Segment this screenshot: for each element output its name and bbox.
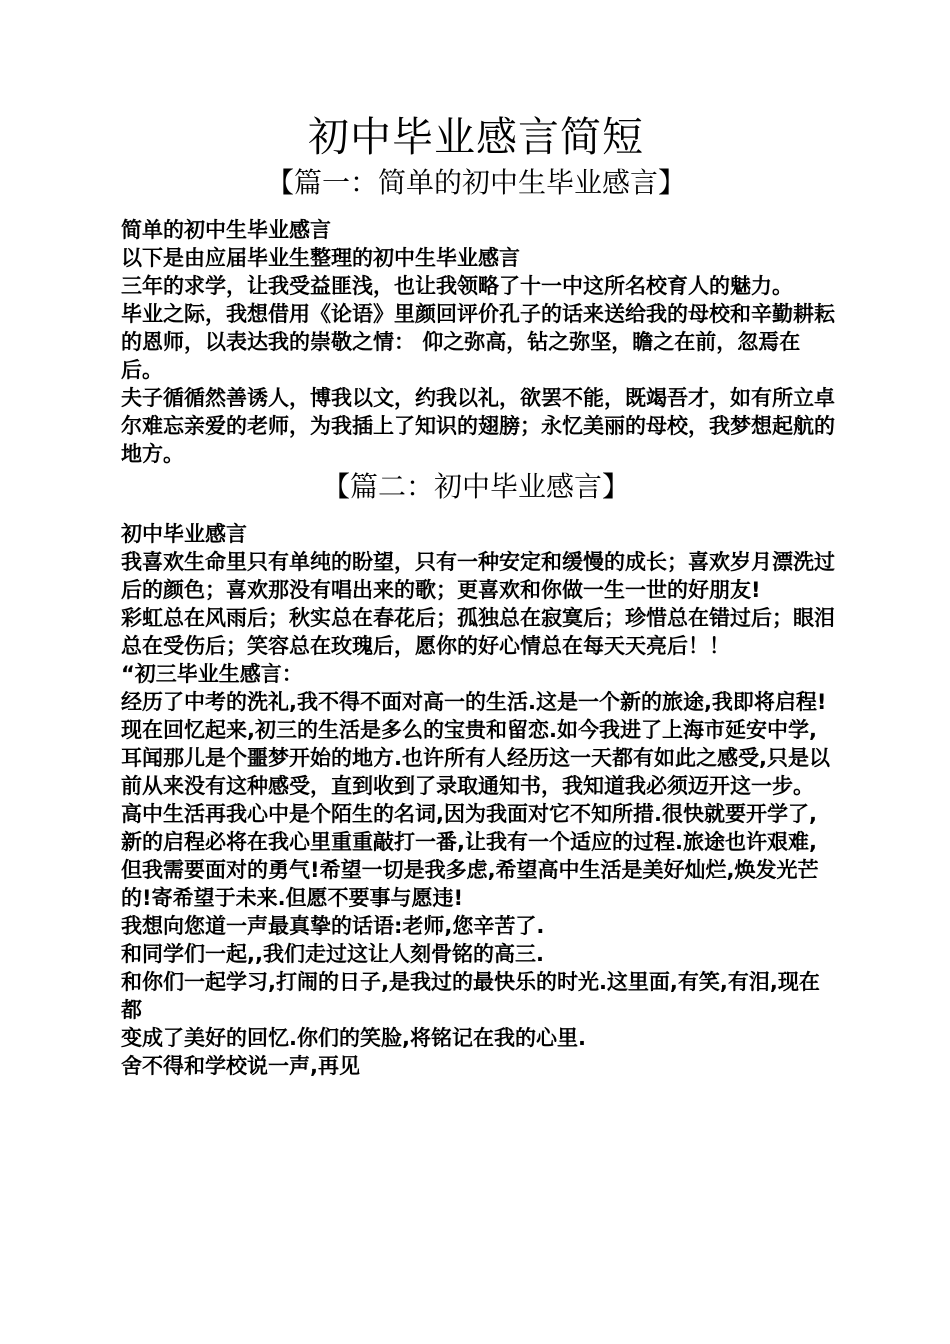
paragraph: 我想向您道一声最真挚的话语:老师,您辛苦了.	[121, 914, 545, 938]
paragraph: 和你们一起学习,打闹的日子,是我过的最快乐的时光.这里面,有笑,有泪,现在都	[121, 970, 820, 1022]
paragraph: 现在回忆起来,初三的生活是多么的宝贵和留恋.如今我进了上海市延安中学,耳闻那儿是个噩梦开始的地方.也许所有人经历这一天都有如此之感受,只是以前从来没有这种感受，直到收到了录取通知书，我知道我必须迈开这一步。 高中生活再我心中是个陌生的名词,因为我面对它不知所措.很快就要开学了,新的启程必将在我心里重重敲打一番,让我有一个适应的过程.旅途也许艰难,但我需要面对的勇气!希望一切是我多虑,希望高中生活是美好灿烂,焕发光芒的!寄希望于未来.但愿不要事与愿违!	[121, 718, 830, 910]
paragraph: 变成了美好的回忆.你们的笑脸,将铭记在我的心里.	[121, 1026, 586, 1050]
paragraph: 毕业之际，我想借用《论语》里颜回评价孔子的话来送给我的母校和辛勤耕耘的恩师，以表达我的崇敬之情： 仰之弥高，钻之弥坚，瞻之在前，忽焉在后。	[121, 302, 835, 382]
paragraph: 夫子循循然善诱人，博我以文，约我以礼，欲罢不能，既竭吾才，如有所立卓尔难忘亲爱的老师，为我插上了知识的翅膀；永忆美丽的母校，我梦想起航的地方。	[121, 386, 835, 466]
paragraph: 经历了中考的洗礼,我不得不面对高一的生活.这是一个新的旅途,我即将启程!	[121, 690, 827, 714]
document-title: 初中毕业感言简短	[308, 113, 644, 161]
document-page	[115, 110, 837, 1080]
paragraph: 以下是由应届毕业生整理的初中生毕业感言	[121, 246, 520, 270]
paragraph: 简单的初中生毕业感言	[121, 218, 331, 242]
paragraph: 三年的求学，让我受益匪浅，也让我领略了十一中这所名校育人的魅力。	[121, 274, 793, 298]
paragraph: 舍不得和学校说一声,再见	[121, 1054, 360, 1078]
section-2-body	[115, 520, 837, 1080]
section-2-heading: 【篇二：初中毕业感言】	[321, 470, 630, 503]
paragraph: 我喜欢生命里只有单纯的盼望，只有一种安定和缓慢的成长；喜欢岁月漂洗过后的颜色；喜欢那没有唱出来的歌；更喜欢和你做一生一世的好朋友!	[121, 550, 835, 602]
section-1-heading: 【篇一：简单的初中生毕业感言】	[265, 166, 686, 199]
section-1-body	[115, 216, 837, 468]
paragraph: 和同学们一起,,我们走过这让人刻骨铭的高三.	[121, 942, 544, 966]
paragraph: “初三毕业生感言：	[121, 662, 303, 686]
paragraph: 彩虹总在风雨后；秋实总在春花后；孤独总在寂寞后；珍惜总在错过后；眼泪总在受伤后；笑容总在玫瑰后，愿你的好心情总在每天天亮后！！	[121, 606, 835, 658]
paragraph: 初中毕业感言	[121, 522, 247, 546]
